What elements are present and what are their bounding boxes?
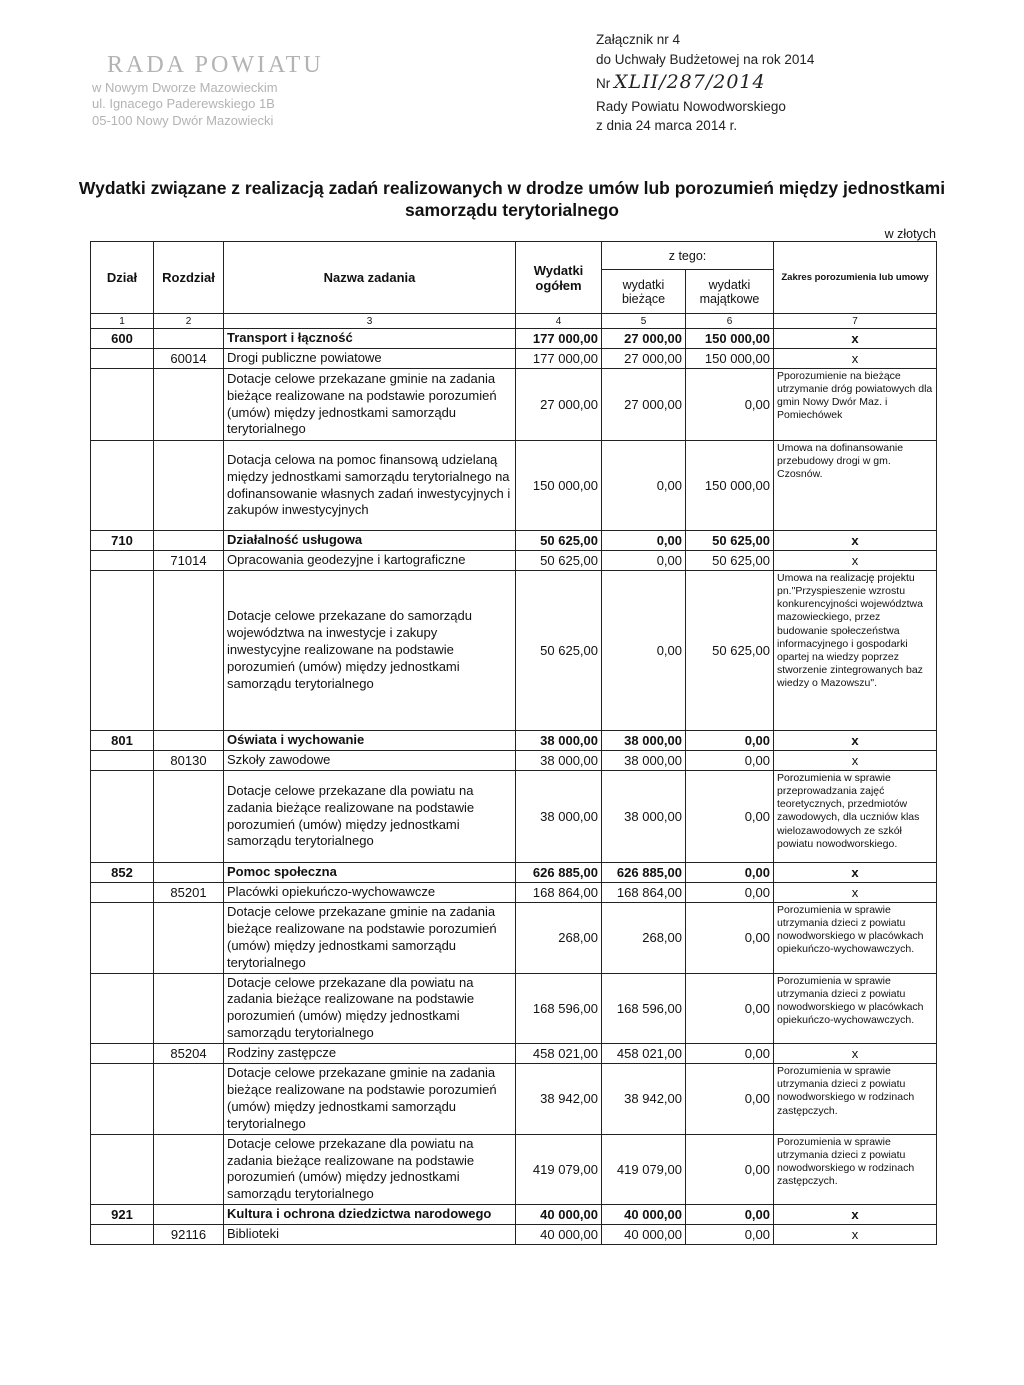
cell-rozdzial [154, 329, 224, 349]
cell-rozdzial [154, 571, 224, 731]
cell-rozdzial: 60014 [154, 349, 224, 369]
col-majatkowe: wydatki majątkowe [686, 270, 774, 314]
cell-rozdzial [154, 369, 224, 441]
cell-majatkowe: 150 000,00 [686, 329, 774, 349]
cell-dzial [91, 903, 154, 974]
cell-biezace: 168 596,00 [602, 973, 686, 1044]
cell-nazwa: Dotacje celowe przekazane dla powiatu na zadania bieżące realizowane na podstawie porozumień (umów) między jednostkami samorządu terytorialnego [224, 1134, 516, 1205]
cell-biezace: 458 021,00 [602, 1044, 686, 1064]
cell-biezace: 268,00 [602, 903, 686, 974]
cell-biezace: 626 885,00 [602, 863, 686, 883]
cell-biezace: 0,00 [602, 551, 686, 571]
attachment-council: Rady Powiatu Nowodworskiego [596, 98, 786, 114]
subsection-row [91, 1225, 937, 1245]
subsection-row [91, 883, 937, 903]
cell-ogolem: 38 000,00 [516, 771, 602, 863]
col-number: 1 [91, 314, 154, 329]
cell-ogolem: 50 625,00 [516, 531, 602, 551]
col-z-tego: z tego: [602, 242, 774, 270]
cell-majatkowe: 0,00 [686, 883, 774, 903]
cell-nazwa: Transport i łączność [224, 329, 516, 349]
cell-biezace: 27 000,00 [602, 349, 686, 369]
cell-dzial [91, 1225, 154, 1245]
cell-zakres: Porozumienia w sprawie utrzymania dzieci z powiatu nowodworskiego w rodzinach zastępczych. [774, 1064, 937, 1135]
cell-nazwa: Dotacje celowe przekazane dla powiatu na zadania bieżące realizowane na podstawie porozumień (umów) między jednostkami samorządu terytorialnego [224, 973, 516, 1044]
cell-dzial [91, 751, 154, 771]
cell-majatkowe: 0,00 [686, 1134, 774, 1205]
cell-dzial [91, 973, 154, 1044]
cell-biezace: 38 000,00 [602, 771, 686, 863]
cell-nazwa: Drogi publiczne powiatowe [224, 349, 516, 369]
cell-zakres: Porozumienia w sprawie przeprowadzania zajęć teoretycznych, przedmiotów zawodowych, dla uczniów klas wielozawodowych ze szkół powiatu nowodworskiego. [774, 771, 937, 863]
subsection-row [91, 751, 937, 771]
cell-ogolem: 40 000,00 [516, 1225, 602, 1245]
cell-biezace: 38 000,00 [602, 731, 686, 751]
cell-nazwa: Kultura i ochrona dziedzictwa narodowego [224, 1205, 516, 1225]
cell-majatkowe: 0,00 [686, 731, 774, 751]
cell-majatkowe: 0,00 [686, 751, 774, 771]
cell-dzial [91, 369, 154, 441]
cell-dzial: 921 [91, 1205, 154, 1225]
col-number: 6 [686, 314, 774, 329]
stamp-line-1: RADA POWIATU [107, 52, 324, 78]
attachment-date: z dnia 24 marca 2014 r. [596, 118, 738, 134]
cell-dzial: 801 [91, 731, 154, 751]
cell-rozdzial [154, 1064, 224, 1135]
cell-zakres: x [774, 1044, 937, 1064]
cell-dzial: 600 [91, 329, 154, 349]
stamp-line-3: ul. Ignacego Paderewskiego 1B [92, 96, 275, 112]
cell-dzial [91, 1044, 154, 1064]
col-number: 2 [154, 314, 224, 329]
col-biezace: wydatki bieżące [602, 270, 686, 314]
cell-majatkowe: 0,00 [686, 1064, 774, 1135]
cell-majatkowe: 0,00 [686, 903, 774, 974]
cell-zakres: x [774, 883, 937, 903]
task-row [91, 369, 937, 441]
col-ogolem: Wydatki ogółem [516, 242, 602, 314]
cell-biezace: 0,00 [602, 571, 686, 731]
cell-nazwa: Rodziny zastępcze [224, 1044, 516, 1064]
col-number: 5 [602, 314, 686, 329]
section-row [91, 531, 937, 551]
cell-zakres: Porozumienia w sprawie utrzymania dzieci z powiatu nowodworskiego w placówkach opiekuńczo-wychowawczych. [774, 973, 937, 1044]
cell-rozdzial: 85201 [154, 883, 224, 903]
cell-ogolem: 626 885,00 [516, 863, 602, 883]
cell-nazwa: Szkoły zawodowe [224, 751, 516, 771]
cell-ogolem: 177 000,00 [516, 349, 602, 369]
attachment-header [596, 30, 814, 136]
task-row [91, 1134, 937, 1205]
cell-zakres: x [774, 1225, 937, 1245]
cell-nazwa: Oświata i wychowanie [224, 731, 516, 751]
cell-dzial [91, 883, 154, 903]
col-number: 7 [774, 314, 937, 329]
stamp-line-2: w Nowym Dworze Mazowieckim [92, 80, 278, 95]
unit-label: w złotych [884, 227, 936, 241]
cell-zakres: Porozumienia w sprawie utrzymania dzieci z powiatu nowodworskiego w placówkach opiekuńczo-wychowawczych. [774, 903, 937, 974]
cell-majatkowe: 50 625,00 [686, 571, 774, 731]
section-row [91, 329, 937, 349]
cell-majatkowe: 0,00 [686, 1225, 774, 1245]
cell-nazwa: Dotacje celowe przekazane gminie na zadania bieżące realizowane na podstawie porozumień (umów) między jednostkami samorządu terytorialnego [224, 369, 516, 441]
column-numbers-row [91, 314, 937, 329]
expenditure-table [90, 241, 937, 1245]
cell-zakres: x [774, 731, 937, 751]
cell-biezace: 27 000,00 [602, 369, 686, 441]
attachment-number: Załącznik nr 4 [596, 32, 681, 47]
cell-zakres: Umowa na realizację projektu pn."Przyspieszenie wzrostu konkurencyjności województwa mazowieckiego, przez budowanie społeczeństwa informacyjnego i gospodarki opartej na wiedzy poprzez stworzenie zintegrowanych baz wiedzy o Mazowszu". [774, 571, 937, 731]
cell-rozdzial [154, 1134, 224, 1205]
stamp-line-4: 05-100 Nowy Dwór Mazowiecki [92, 112, 274, 128]
cell-ogolem: 38 000,00 [516, 731, 602, 751]
cell-zakres: x [774, 551, 937, 571]
cell-dzial [91, 1134, 154, 1205]
cell-dzial [91, 551, 154, 571]
cell-ogolem: 50 625,00 [516, 571, 602, 731]
cell-zakres: Pporozumienie na bieżące utrzymanie dróg powiatowych dla gmin Nowy Dwór Maz. i Pomiechówek [774, 369, 937, 441]
cell-dzial: 710 [91, 531, 154, 551]
col-rozdzial: Rozdział [154, 242, 224, 314]
cell-majatkowe: 0,00 [686, 369, 774, 441]
section-row [91, 863, 937, 883]
cell-biezace: 168 864,00 [602, 883, 686, 903]
section-row [91, 731, 937, 751]
cell-ogolem: 458 021,00 [516, 1044, 602, 1064]
cell-nazwa: Dotacja celowa na pomoc finansową udzielaną między jednostkami samorządu terytorialnego na dofinansowanie własnych zadań inwestycyjnych i zakupów inwestycyjnych [224, 441, 516, 531]
cell-biezace: 40 000,00 [602, 1225, 686, 1245]
cell-biezace: 419 079,00 [602, 1134, 686, 1205]
table-header [91, 242, 937, 329]
cell-rozdzial: 92116 [154, 1225, 224, 1245]
task-row [91, 903, 937, 974]
cell-dzial [91, 1064, 154, 1135]
cell-zakres: x [774, 863, 937, 883]
cell-rozdzial [154, 973, 224, 1044]
cell-dzial: 852 [91, 863, 154, 883]
document-title: Wydatki związane z realizacją zadań realizowanych w drodze umów lub porozumień między jednostkami samorządu terytorialnego [78, 178, 946, 220]
cell-ogolem: 150 000,00 [516, 441, 602, 531]
attachment-resolution-number [596, 69, 814, 97]
cell-ogolem: 38 000,00 [516, 751, 602, 771]
council-stamp [92, 50, 352, 129]
cell-rozdzial: 80130 [154, 751, 224, 771]
cell-nazwa: Placówki opiekuńczo-wychowawcze [224, 883, 516, 903]
cell-rozdzial [154, 441, 224, 531]
cell-rozdzial: 85204 [154, 1044, 224, 1064]
attachment-resolution: do Uchwały Budżetowej na rok 2014 [596, 51, 815, 67]
cell-majatkowe: 0,00 [686, 973, 774, 1044]
cell-dzial [91, 571, 154, 731]
cell-dzial [91, 349, 154, 369]
nr-prefix: Nr [596, 76, 611, 92]
cell-majatkowe: 150 000,00 [686, 349, 774, 369]
cell-majatkowe: 50 625,00 [686, 551, 774, 571]
cell-rozdzial [154, 531, 224, 551]
cell-biezace: 38 000,00 [602, 751, 686, 771]
col-number: 3 [224, 314, 516, 329]
cell-rozdzial [154, 863, 224, 883]
cell-majatkowe: 0,00 [686, 1044, 774, 1064]
cell-zakres: x [774, 531, 937, 551]
cell-ogolem: 268,00 [516, 903, 602, 974]
col-dzial: Dział [91, 242, 154, 314]
cell-majatkowe: 0,00 [686, 863, 774, 883]
task-row [91, 571, 937, 731]
subsection-row [91, 349, 937, 369]
cell-nazwa: Działalność usługowa [224, 531, 516, 551]
cell-nazwa: Pomoc społeczna [224, 863, 516, 883]
cell-zakres: Porozumienia w sprawie utrzymania dzieci z powiatu nowodworskiego w rodzinach zastępczych. [774, 1134, 937, 1205]
handwritten-number: XLII/287/2014 [614, 71, 766, 94]
task-row [91, 771, 937, 863]
cell-ogolem: 38 942,00 [516, 1064, 602, 1135]
cell-zakres: x [774, 349, 937, 369]
subsection-row [91, 1044, 937, 1064]
col-zakres: Zakres porozumienia lub umowy [774, 242, 937, 314]
cell-nazwa: Opracowania geodezyjne i kartograficzne [224, 551, 516, 571]
cell-biezace: 40 000,00 [602, 1205, 686, 1225]
cell-rozdzial [154, 731, 224, 751]
cell-rozdzial [154, 1205, 224, 1225]
cell-nazwa: Dotacje celowe przekazane gminie na zadania bieżące realizowane na podstawie porozumień (umów) między jednostkami samorządu terytorialnego [224, 1064, 516, 1135]
task-row [91, 1064, 937, 1135]
task-row [91, 973, 937, 1044]
cell-zakres: x [774, 329, 937, 349]
cell-ogolem: 419 079,00 [516, 1134, 602, 1205]
task-row [91, 441, 937, 531]
cell-zakres: Umowa na dofinansowanie przebudowy drogi w gm. Czosnów. [774, 441, 937, 531]
cell-zakres: x [774, 1205, 937, 1225]
table-body [91, 329, 937, 1245]
cell-rozdzial [154, 771, 224, 863]
cell-ogolem: 168 596,00 [516, 973, 602, 1044]
cell-majatkowe: 0,00 [686, 771, 774, 863]
cell-nazwa: Dotacje celowe przekazane dla powiatu na zadania bieżące realizowane na podstawie porozumień (umów) między jednostkami samorządu terytorialnego [224, 771, 516, 863]
cell-biezace: 38 942,00 [602, 1064, 686, 1135]
cell-ogolem: 27 000,00 [516, 369, 602, 441]
cell-biezace: 0,00 [602, 441, 686, 531]
cell-dzial [91, 441, 154, 531]
cell-majatkowe: 50 625,00 [686, 531, 774, 551]
cell-nazwa: Biblioteki [224, 1225, 516, 1245]
cell-dzial [91, 771, 154, 863]
cell-nazwa: Dotacje celowe przekazane gminie na zadania bieżące realizowane na podstawie porozumień (umów) między jednostkami samorządu terytorialnego [224, 903, 516, 974]
cell-rozdzial [154, 903, 224, 974]
cell-rozdzial: 71014 [154, 551, 224, 571]
cell-majatkowe: 150 000,00 [686, 441, 774, 531]
cell-ogolem: 177 000,00 [516, 329, 602, 349]
cell-biezace: 0,00 [602, 531, 686, 551]
col-number: 4 [516, 314, 602, 329]
section-row [91, 1205, 937, 1225]
cell-biezace: 27 000,00 [602, 329, 686, 349]
cell-zakres: x [774, 751, 937, 771]
cell-nazwa: Dotacje celowe przekazane do samorządu województwa na inwestycje i zakupy inwestycyjne realizowane na podstawie porozumień (umów) między jednostkami samorządu terytorialnego [224, 571, 516, 731]
cell-majatkowe: 0,00 [686, 1205, 774, 1225]
cell-ogolem: 50 625,00 [516, 551, 602, 571]
col-nazwa: Nazwa zadania [224, 242, 516, 314]
cell-ogolem: 40 000,00 [516, 1205, 602, 1225]
subsection-row [91, 551, 937, 571]
cell-ogolem: 168 864,00 [516, 883, 602, 903]
